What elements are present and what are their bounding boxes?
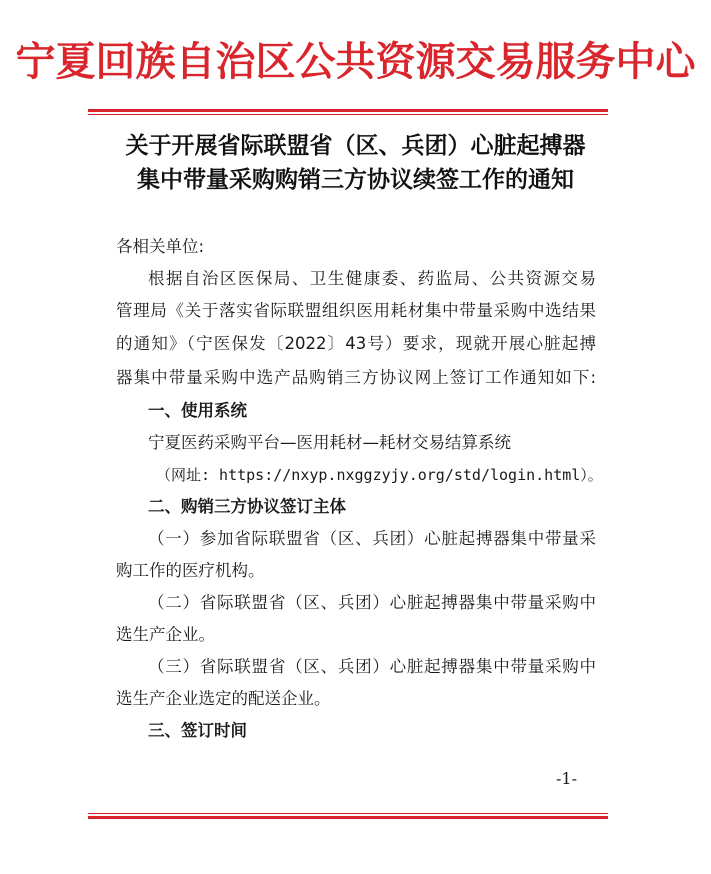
- salutation: 各相关单位:: [116, 237, 205, 256]
- section-2-heading: 二、购销三方协议签订主体: [148, 497, 346, 516]
- letterhead-rule-thick: [88, 109, 608, 112]
- section-2-item-1-line-2: 购工作的医疗机构。: [116, 561, 265, 580]
- paragraph-1-line-3: 的通知》（宁医保发〔2022〕43号）要求，现就开展心脏起搏: [116, 334, 596, 353]
- letterhead-rule-thin: [88, 114, 608, 115]
- paragraph-1-line-4: 器集中带量采购中选产品购销三方协议网上签订工作通知如下:: [116, 368, 596, 387]
- section-3-heading: 三、签订时间: [148, 721, 247, 740]
- section-1-url: （网址: https://nxyp.nxggzyjy.org/std/login.html）。: [156, 466, 603, 484]
- paragraph-1-line-1: 根据自治区医保局、卫生健康委、药监局、公共资源交易: [148, 269, 596, 288]
- page-number: -1-: [556, 769, 577, 788]
- document-title-line1: 关于开展省际联盟省（区、兵团）心脏起搏器: [125, 132, 586, 159]
- section-2-item-2-line-2: 选生产企业。: [116, 625, 215, 644]
- letterhead-organization: 宁夏回族自治区公共资源交易服务中心: [15, 38, 696, 85]
- section-2-item-3-line-1: （三）省际联盟省（区、兵团）心脏起搏器集中带量采购中: [148, 657, 596, 676]
- section-2-item-1-line-1: （一）参加省际联盟省（区、兵团）心脏起搏器集中带量采: [148, 529, 596, 548]
- section-2-item-2-line-1: （二）省际联盟省（区、兵团）心脏起搏器集中带量采购中: [148, 593, 596, 612]
- document-title-line2: 集中带量采购购销三方协议续签工作的通知: [137, 166, 574, 193]
- footer-rule-thin: [88, 813, 608, 814]
- paragraph-1-line-2: 管理局《关于落实省际联盟组织医用耗材集中带量采购中选结果: [116, 301, 596, 320]
- section-1-line-1: 宁夏医药采购平台—医用耗材—耗材交易结算系统: [148, 433, 511, 452]
- section-2-item-3-line-2: 选生产企业选定的配送企业。: [116, 689, 331, 708]
- footer-rule-thick: [88, 816, 608, 819]
- section-1-heading: 一、使用系统: [148, 401, 247, 420]
